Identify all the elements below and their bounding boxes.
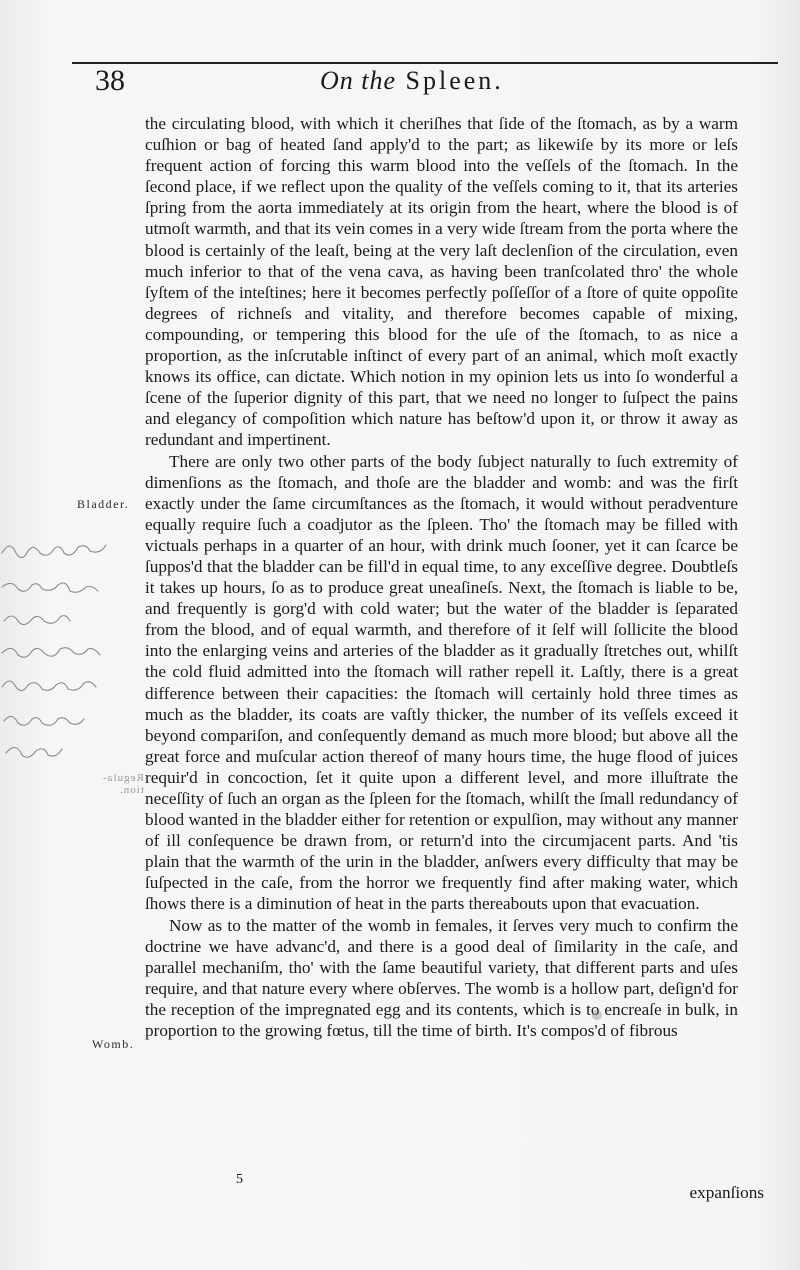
paragraph-2: There are only two other parts of the body ſubject naturally to ſuch extremity of dimenſions as the ſtomach, and thoſe are the bladder and womb: and was the firſt exactly under the ſame circumſtances as the ſtomach, it would without peradventure equally require ſuch a coadjutor as the ſpleen. Tho' the ſtomach may be filled with victuals perhaps in a quarter of an hour, with drink much ſooner, yet it can ſcarce be ſuppos'd that the bladder can be fill'd in equal time, to any exceſſive degree. Doubtleſs it takes up hours, ſo as to produce great uneaſineſs. Next, the ſtomach is liable to be, and frequently is gorg'd with cold water; but the water of the bladder is ſeparated from the blood, and of equal warmth, and therefore of it ſelf will ſollicite the blood into the enlarging veins and arteries of the bladder as it gradually ſtretches out, whilſt the cold fluid admitted into the ſtomach will rather repell it. Laſtly, there is a great difference between their capacities: the ſtomach will certainly hold three times as much as the bladder, its coats are vaſtly thicker, the number of its veſſels exceed it beyond compariſon, and conſequently demand as much more blood; but above all the great force and muſcular action thereof of many hours time, the huge flood of juices requir'd in concoction, ſet it quite upon a different level, and more illuſtrate the neceſſity of ſuch an organ as the ſpleen for the ſtomach, whilſt the ſmall redundancy of blood wanted in the bladder either for retention or expulſion, may without any manner of ill conſequence be drawn from, or return'd into the circumjacent parts. And 'tis plain that the warmth of the urin in the bladder, anſwers every difficulty that may be ſuſpected in the caſe, from the horror we frequently find after making water, which ſhows there is a diminution of heat in the parts thereabouts upon that evacuation. <box>145 451 738 914</box>
page-number: 38 <box>95 64 125 97</box>
header-rule <box>72 62 778 64</box>
ink-blot <box>592 1010 602 1020</box>
bleed-through-text: Regula- tion. <box>102 772 144 796</box>
catchword: expanſions <box>689 1183 764 1202</box>
margin-note-bladder: Bladder. <box>77 497 130 511</box>
margin-note-womb: Womb. <box>92 1037 135 1051</box>
signature-mark: 5 <box>236 1172 243 1187</box>
paragraph-1: the circulating blood, with which it cheriſhes that ſide of the ſtomach, as by a warm cuſhion or bag of heated ſand apply'd to the part; as likewiſe by its more or leſs frequent action of forcing this warm blood into the veſſels of the ſtomach. In the ſecond place, if we reflect upon the quality of the veſſels coming to it, that its arteries ſpring from the aorta immediately at its origin from the heart, where the blood is of utmoſt warmth, and that its vein comes in a very wide ſtream from the porta where the blood is certainly of the leaſt, being at the very laſt declenſion of the circulation, even much inferior to that of the vena cava, as having been tranſcolated thro' the whole ſyſtem of the inteſtines; here it becomes perfectly poſſeſſor of a ſtore of quite oppoſite degrees of richneſs and vitality, and therefore becomes capable of mixing, compounding, or tempering this blood for the uſe of the ſtomach, to as nice a proportion, as the inſcrutable inſtinct of every part of an animal, which moſt exactly knows its office, can dictate. Which notion in my opinion lets us into ſo wonderful a ſcene of the ſuperior dignity of this part, that we need no longer to ſuſpect the pains and elegancy of compoſition which nature has beſtow'd upon it, or throw it away as redundant and impertinent. <box>145 114 738 450</box>
paragraph-3: Now as to the matter of the womb in females, it ſerves very much to confirm the doctrine we have advanc'd, and there is a good deal of ſimilarity in the caſe, and parallel mechaniſm, tho' with the ſame beautiful variety, that different parts and uſes require, and that nature every where obſerves. The womb is a hollow part, deſign'd for the reception of the impregnated egg and its contents, which is to encreaſe in bulk, in proportion to the growing fœtus, till the time of birth. It's compos'd of fibrous <box>145 915 738 1041</box>
running-head <box>320 66 504 96</box>
running-head-title: Spleen. <box>405 66 504 95</box>
body-text <box>145 113 738 1041</box>
running-head-prefix: On the <box>320 66 397 95</box>
handwritten-annotation <box>0 535 140 765</box>
